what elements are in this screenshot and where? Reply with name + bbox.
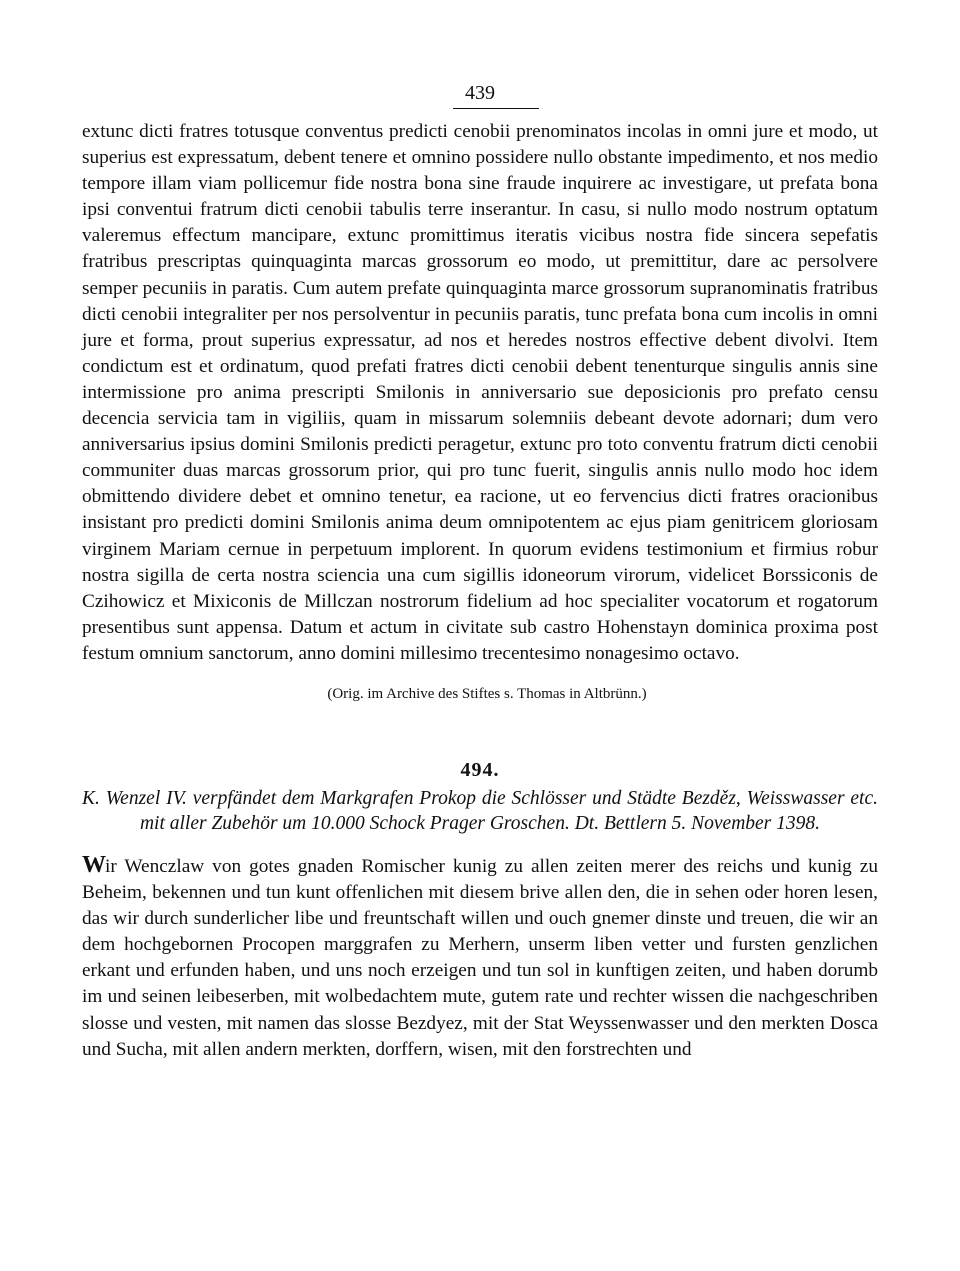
- charter-paragraph: [82, 852, 878, 1063]
- document-heading: K. Wenzel IV. verpfändet dem Markgrafen Prokop die Schlösser und Städte Bezděz, Weisswasser etc. mit aller Zubehör um 10.000 Schock Prager Groschen. Dt. Bettlern 5. November 1398.: [82, 787, 878, 834]
- page-number: 439: [465, 82, 495, 104]
- document-page: [82, 78, 878, 1063]
- charter-initial: W: [82, 851, 105, 878]
- source-note: (Orig. im Archive des Stiftes s. Thomas in Altbrünn.): [327, 685, 647, 702]
- charter-text: ir Wenczlaw von gotes gnaden Romischer kunig zu allen zeiten merer des reichs und kunig zu Beheim, bekennen und tun kunt offenlichen mit diesem brive allen den, die in sehen oder horen lesen, das wir durch sunderlicher libe und freuntschaft willen und ouch gnemer dinste und treuen, die wir an dem hochgebornen Procopen marggrafen zu Merhern, unserm liben vetter und fursten genzlichen erkant und erfunden haben, und uns noch erzeigen und tun sol in kunftigen zeiten, und haben dorumb im und seinen leibeserben, mit wolbedachtem mute, gutem rate und rechter wissen die nachgeschriben slosse und vesten, mit namen das slosse Bezdyez, mit der Stat Weyssenwasser und den merkten Dosca und Sucha, mit allen andern merkten, dorffern, wisen, mit den forstrechten und: [82, 855, 878, 1060]
- document-number: 494.: [460, 758, 500, 781]
- continuation-paragraph: extunc dicti fratres totusque conventus predicti cenobii prenominatos incolas in omni jure et modo, ut superius est expressatum, debent tenere et omnino possidere nullo obstante impedimento, et nos medio tempore illam viam pollicemur fide nostra bona sine fraude inquirere ac investigare, ut prefata bona ipsi conventui fratrum dicti cenobii tabulis terre inserantur. In casu, si nullo modo nostrum optatum valeremus effectum mancipare, extunc promittimus iteratis vicibus nostra fide sincera sepefatis fratribus prescriptas quinquaginta marcas grossorum eo modo, ut premittitur, dare ac persolvere semper pecuniis in paratis. Cum autem prefate quinquaginta marce grossorum supranominatis fratribus dicti cenobii integraliter per nos persolventur in pecuniis paratis, tunc prefata bona cum incolis in omni jure et forma, prout superius expressatur, ad nos et heredes nostros effective debent divolvi. Item condictum est et ordinatum, quod prefati fratres dicti cenobii debent tenenturque singulis annis sine intermissione pro anima prescripti Smilonis in anniversario sue deposicionis pro prefato censu decencia servicia tam in vigiliis, quam in missarum solemniis debeant devote adornari; dum vero anniversarius ipsius domini Smilonis predicti peragetur, extunc pro toto conventu fratrum dicti cenobii communiter duas marcas grossorum prior, qui pro tunc fuerit, singulis annis nullo modo hoc idem obmittendo dividere debet et omnino tenetur, ea racione, ut eo fervencius dicti fratres oracionibus insistant pro predicti domini Smilonis anima deum omnipotentem ac ejus piam genitricem gloriosam virginem Mariam cernue in perpetuum implorent. In quorum evidens testimonium et firmius robur nostra sigilla de certa nostra sciencia una cum sigillis idoneorum virorum, videlicet Borssiconis de Czihowicz et Mixiconis de Millczan nostrorum fidelium ad hoc specialiter vocatorum et rogatorum presentibus sunt appensa. Datum et actum in civitate sub castro Hohenstayn dominica proxima post festum omnium sanctorum, anno domini millesimo trecentesimo nonagesimo octavo.: [82, 121, 878, 664]
- page-number-rule: [453, 108, 539, 109]
